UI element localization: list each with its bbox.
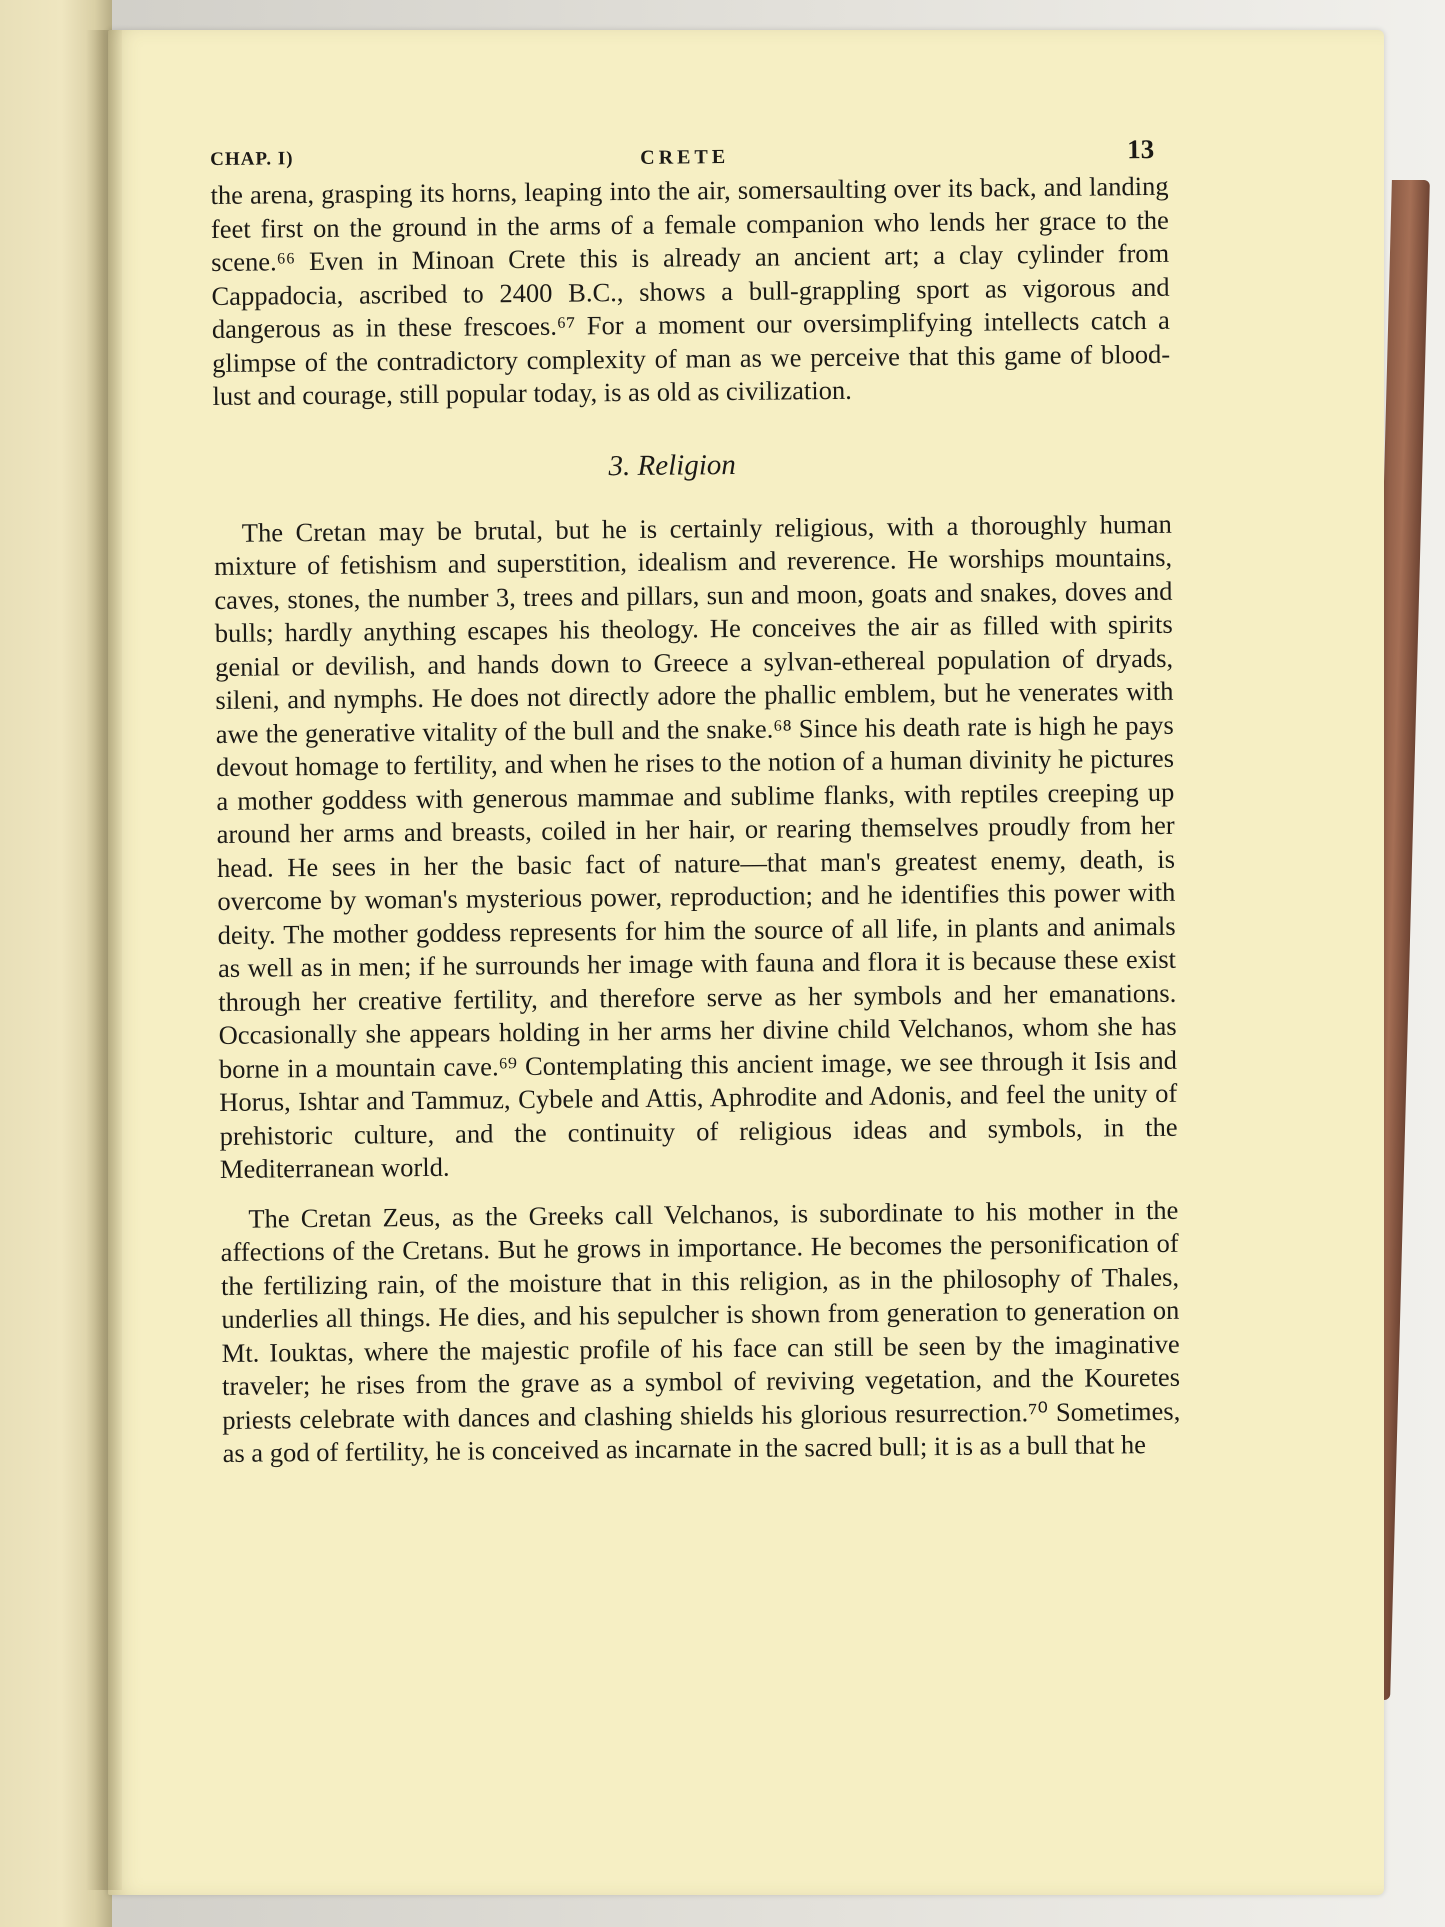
paragraph-cretan-religion: The Cretan may be brutal, but he is certainly religious, with a thoroughly human mixture of fetishism and superstition, idealism and reverence. He worships mountains, caves, stones, the number 3, trees and pillars, sun and moon, goats and snakes, doves and bulls; hardly anything escapes his theology. He conceives the air as filled with spirits genial or devilish, and hands down to Greece a sylvan-ethereal population of dryads, sileni, and nymphs. He does not directly adore the phallic emblem, but he venerates with awe the generative vitality of the bull and the snake.⁶⁸ Since his death rate is high he pays devout homage to fertility, and when he rises to the notion of a human divinity he pictures a mother goddess with generous mammae and sublime flanks, with reptiles creeping up around her arms and breasts, coiled in her hair, or rearing themselves proudly from her head. He sees in her the basic fact of nature—that man's greatest enemy, death, is overcome by woman's mysterious power, reproduction; and he identifies this power with deity. The mother goddess represents for him the source of all life, in plants and animals as well as in men; if he surrounds her image with fauna and flora it is because these exist through her creative fertility, and therefore serve as her symbols and her emanations. Occasionally she appears holding in her arms her divine child Velchanos, whom she has borne in a mountain cave.⁶⁹ Contemplating this ancient image, we see through it Isis and Horus, Ishtar and Tammuz, Cybele and Attis, Aphrodite and Adonis, and feel the unity of prehistoric culture, and the continuity of religious ideas and symbols, in the Mediterranean world. (213, 508, 1178, 1184)
running-head-title: CRETE (640, 146, 730, 169)
running-head-chapter: CHAP. I) (210, 148, 294, 170)
page-text-block (210, 126, 1181, 1471)
running-head (210, 126, 1168, 179)
paragraph-bull-leaping: the arena, grasping its horns, leaping into the air, somersaulting over its back, and landing feet first on the ground in the arms of a female companion who lends her grace to the scene.⁶⁶ Even in Minoan Crete this is already an ancient art; a clay cylinder from Cappadocia, ascribed to 2400 B.C., shows a bull-grappling sport as vigorous and dangerous as in these frescoes.⁶⁷ For a moment our oversimplifying intellects catch a glimpse of the contradictory complexity of man as we perceive that this game of blood-lust and courage, still popular today, is as old as civilization. (210, 170, 1171, 411)
page-number: 13 (1127, 133, 1155, 165)
paragraph-cretan-zeus: The Cretan Zeus, as the Greeks call Velchanos, is subordinate to his mother in the affections of the Cretans. But he grows in importance. He becomes the personification of the fertilizing rain, of the moisture that in this religion, as in the philosophy of Thales, underlies all things. He dies, and his sepulcher is shown from generation to generation on Mt. Iouktas, where the majestic profile of his face can still be seen by the imaginative traveler; he rises from the grave as a symbol of reviving vegetation, and the Kouretes priests celebrate with dances and clashing shields his glorious resurrection.⁷⁰ Sometimes, as a god of fertility, he is conceived as incarnate in the sacred bull; it is as a bull that he (220, 1194, 1181, 1468)
section-heading: 3. Religion (608, 448, 736, 482)
spine-shadow (86, 30, 122, 1890)
